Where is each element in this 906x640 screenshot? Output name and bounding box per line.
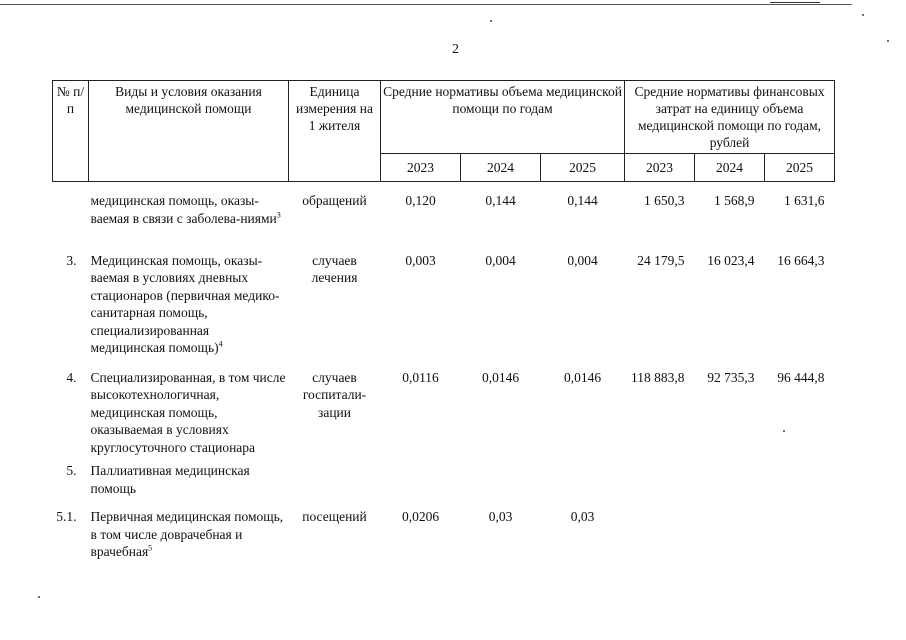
row-fin-2023: [625, 498, 695, 568]
row-unit: случаев госпитали-зации: [302, 369, 367, 420]
header-row: [53, 81, 835, 154]
row-num: 4.: [66, 369, 77, 385]
row-fin-2025: 1 631,6: [784, 193, 825, 208]
row-vol-2023: 0,120: [405, 193, 436, 208]
row-name-text: Паллиативная медицинская помощь: [90, 463, 250, 496]
header-year: 2024: [695, 154, 765, 182]
row-fin-2024: 16 023,4: [707, 252, 755, 268]
row-unit: [289, 456, 381, 498]
row-vol-2025: 0,03: [570, 509, 595, 524]
page-number: 2: [452, 42, 459, 57]
scan-speck: [862, 14, 864, 16]
row-vol-2025: [541, 456, 625, 498]
row-name: [89, 498, 289, 568]
row-fin-2023: 118 883,8: [631, 369, 685, 385]
row-fin-2024: 92 735,3: [707, 369, 755, 385]
header-volume: Средние нормативы объема медицинской помощи по годам: [381, 81, 625, 154]
row-vol-2023: 0,0116: [402, 369, 439, 385]
row-fin-2023: 1 650,3: [644, 193, 685, 208]
header-year: 2025: [541, 154, 625, 182]
row-unit: обращений: [302, 193, 367, 208]
row-fin-2023: 24 179,5: [637, 252, 685, 268]
row-name-text: Специализированная, в том числе высокотехнологичная, медицинская помощь, оказываемая в условиях круглосуточного стационара: [90, 369, 286, 455]
row-vol-2023: 0,0206: [401, 509, 440, 524]
header-finance: Средние нормативы финансовых затрат на единицу объема медицинской помощи по годам, рублей: [625, 81, 835, 154]
row-fin-2024: [695, 498, 765, 568]
row-vol-2025: 0,144: [567, 193, 598, 208]
norms-table: [52, 80, 835, 568]
row-num: 5.: [66, 463, 77, 478]
footnote-ref: 4: [218, 339, 223, 349]
row-num: [53, 182, 89, 240]
row-vol-2023: 0,003: [405, 252, 436, 268]
footnote-ref: 3: [276, 210, 281, 219]
row-fin-2023: [625, 456, 695, 498]
row-name: [89, 456, 289, 498]
row-unit: случаев лечения: [311, 252, 358, 285]
scan-speck: [490, 20, 492, 22]
header-year: 2025: [765, 154, 835, 182]
row-fin-2024: [695, 456, 765, 498]
table-row: [53, 182, 835, 240]
row-name: [89, 182, 289, 240]
row-vol-2023: [381, 456, 461, 498]
row-num: 5.1.: [56, 509, 77, 524]
row-name: [89, 240, 289, 357]
row-name-text: Медицинская помощь, оказы-ваемая в условиях дневных стационаров (первичная медико-санитарная помощь, специализированная медицинская помощь): [90, 252, 280, 355]
row-vol-2024: 0,004: [485, 252, 516, 268]
row-unit: посещений: [302, 509, 367, 524]
scan-speck: [887, 40, 889, 42]
row-fin-2025: [765, 456, 835, 498]
row-name: [89, 357, 289, 457]
row-vol-2024: 0,03: [488, 509, 513, 524]
row-vol-2025: 0,0146: [563, 369, 602, 385]
table-row: [53, 456, 835, 498]
scan-top-line-fragment: [770, 2, 820, 3]
row-vol-2024: 0,0146: [481, 369, 520, 385]
header-year: 2024: [461, 154, 541, 182]
table-row: [53, 240, 835, 357]
row-num: 3.: [66, 252, 77, 268]
footnote-ref: 5: [148, 543, 153, 553]
table-row: [53, 498, 835, 568]
row-fin-2025: 96 444,8: [777, 369, 825, 385]
header-year: 2023: [625, 154, 695, 182]
row-name-text: медицинская помощь, оказы-ваемая в связи с заболева-ниями: [90, 193, 277, 226]
row-vol-2025: 0,004: [567, 252, 598, 268]
table-row: [53, 357, 835, 457]
header-num: № п/п: [53, 81, 89, 182]
row-fin-2025: [765, 498, 835, 568]
row-fin-2025: 16 664,3: [777, 252, 825, 268]
row-name-text: Первичная медицинская помощь, в том числе доврачебная и врачебная: [90, 509, 284, 559]
header-unit: Единица измерения на 1 жителя: [289, 81, 381, 182]
header-kinds: Виды и условия оказания медицинской помощи: [89, 81, 289, 182]
row-fin-2024: 1 568,9: [714, 193, 755, 208]
row-vol-2024: 0,144: [485, 193, 516, 208]
scan-speck: [38, 596, 40, 598]
scan-top-line: [0, 4, 852, 5]
header-year: 2023: [381, 154, 461, 182]
row-vol-2024: [461, 456, 541, 498]
